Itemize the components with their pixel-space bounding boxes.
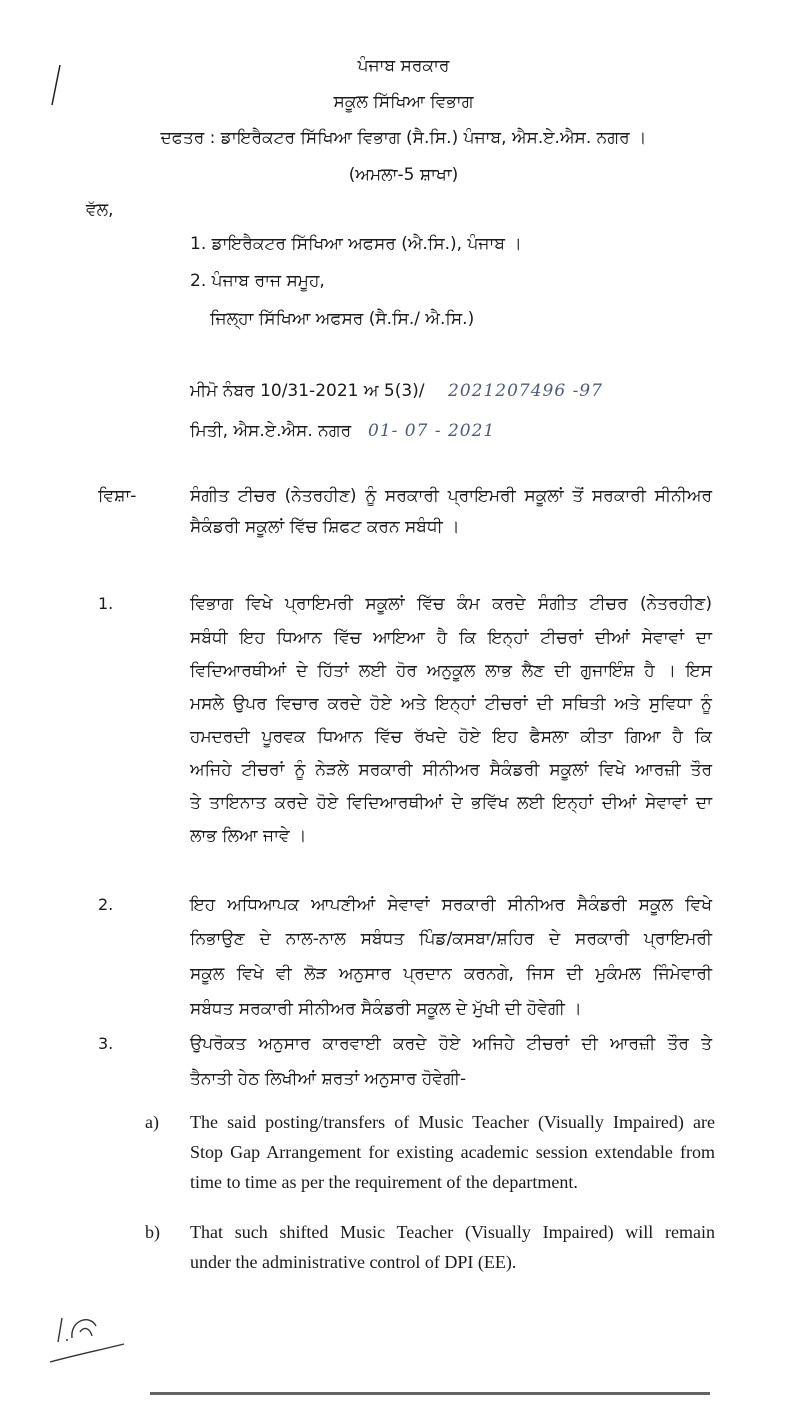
- paragraph-number: 1.: [98, 594, 114, 613]
- condition-line: time to time as per the requirement of the department.: [190, 1172, 578, 1192]
- department-title: ਸਕੂਲ ਸਿੱਖਿਆ ਵਿਭਾਗ: [333, 92, 474, 112]
- paragraph-line: ਹਮਦਰਦੀ ਪੂਰਵਕ ਧਿਆਨ ਵਿੱਚ ਰੱਖਦੇ ਹੋਏ ਇਹ ਫੈਸਲਾ ਕੀਤਾ ਗਿਆ ਹੈ ਕਿ: [190, 727, 712, 747]
- memo-number-handwritten: 2021207496 -97: [448, 381, 603, 401]
- subject-line: ਸੈਕੰਡਰੀ ਸਕੂਲਾਂ ਵਿੱਚ ਸ਼ਿਫਟ ਕਰਨ ਸਬੰਧੀ ।: [190, 517, 460, 537]
- paragraph-line: ਵਿਦਿਆਰਥੀਆਂ ਦੇ ਹਿੱਤਾਂ ਲਈ ਹੋਰ ਅਨੁਕੂਲ ਲਾਭ ਲੈਣ ਦੀ ਗੁਜਾਇੰਸ਼ ਹੈ । ਇਸ: [190, 661, 712, 681]
- initials-signature-icon: [40, 1300, 130, 1370]
- condition-line: under the administrative control of DPI (EE).: [190, 1252, 517, 1272]
- to-label: ਵੱਲ,: [86, 200, 114, 220]
- paragraph-line: ਸਕੂਲ ਵਿਖੇ ਵੀ ਲੋੜ ਅਨੁਸਾਰ ਪ੍ਰਦਾਨ ਕਰਨਗੇ, ਜਿਸ ਦੀ ਮੁਕੰਮਲ ਜਿੰਮੇਵਾਰੀ: [190, 964, 712, 984]
- paragraph-line: ਸਬੰਧੀ ਇਹ ਧਿਆਨ ਵਿੱਚ ਆਇਆ ਹੈ ਕਿ ਇਨ੍ਹਾਂ ਟੀਚਰਾਂ ਦੀਆਂ ਸੇਵਾਵਾਂ ਦਾ: [190, 628, 712, 648]
- subject-line: ਸੰਗੀਤ ਟੀਚਰ (ਨੇਤਰਹੀਣ) ਨੂੰ ਸਰਕਾਰੀ ਪ੍ਰਾਇਮਰੀ ਸਕੂਲਾਂ ਤੋਂ ਸਰਕਾਰੀ ਸੀਨੀਅਰ: [190, 486, 712, 506]
- paragraph-line: ਤੇ ਤਾਇਨਾਤ ਕਰਦੇ ਹੋਏ ਵਿਦਿਆਰਥੀਆਂ ਦੇ ਭਵਿੱਖ ਲਈ ਇਨ੍ਹਾਂ ਦੀਆਂ ਸੇਵਾਵਾਂ ਦਾ: [190, 793, 712, 813]
- scan-edge-line: [150, 1392, 710, 1395]
- memo-number-label: ਮੀਮੋ ਨੰਬਰ 10/31-2021 ਅ 5(3)/: [190, 381, 425, 401]
- paragraph-line: ਤੈਨਾਤੀ ਹੇਠ ਲਿਖੀਆਂ ਸ਼ਰਤਾਂ ਅਨੁਸਾਰ ਹੋਵੇਗੀ-: [190, 1069, 467, 1089]
- recipient-2: 2. ਪੰਜਾਬ ਰਾਜ ਸਮੂਹ,: [190, 271, 325, 291]
- condition-line: Stop Gap Arrangement for existing academic session extendable from: [190, 1142, 715, 1162]
- date-label: ਮਿਤੀ, ਐਸ.ਏ.ਐਸ. ਨਗਰ: [190, 421, 352, 441]
- condition-line: That such shifted Music Teacher (Visually Impaired) will remain: [190, 1222, 715, 1242]
- paragraph-line: ਨਿਭਾਉਣ ਦੇ ਨਾਲ-ਨਾਲ ਸਬੰਧਤ ਪਿੰਡ/ਕਸਬਾ/ਸ਼ਹਿਰ ਦੇ ਸਰਕਾਰੀ ਪ੍ਰਾਇਮਰੀ: [190, 929, 712, 949]
- subject-label: ਵਿਸ਼ਾ-: [98, 486, 137, 506]
- condition-line: The said posting/transfers of Music Teacher (Visually Impaired) are: [190, 1112, 715, 1132]
- condition-label: b): [145, 1222, 160, 1242]
- paragraph-line: ਇਹ ਅਧਿਆਪਕ ਆਪਣੀਆਂ ਸੇਵਾਵਾਂ ਸਰਕਾਰੀ ਸੀਨੀਅਰ ਸੈਕੰਡਰੀ ਸਕੂਲ ਵਿਖੇ: [190, 895, 712, 915]
- paragraph-line: ਲਾਭ ਲਿਆ ਜਾਵੇ ।: [190, 826, 307, 846]
- condition-label: a): [145, 1112, 159, 1132]
- date-handwritten: 01- 07 - 2021: [368, 421, 496, 441]
- recipient-1: 1. ਡਾਇਰੈਕਟਰ ਸਿੱਖਿਆ ਅਫਸਰ (ਐ.ਸਿ.), ਪੰਜਾਬ ।: [190, 234, 522, 254]
- paragraph-number: 2.: [98, 895, 114, 914]
- office-title: ਦਫਤਰ : ਡਾਇਰੈਕਟਰ ਸਿੱਖਿਆ ਵਿਭਾਗ (ਸੈ.ਸਿ.) ਪੰਜਾਬ, ਐਸ.ਏ.ਐਸ. ਨਗਰ ।: [160, 128, 647, 148]
- paragraph-line: ਉਪਰੋਕਤ ਅਨੁਸਾਰ ਕਾਰਵਾਈ ਕਰਦੇ ਹੋਏ ਅਜਿਹੇ ਟੀਚਰਾਂ ਦੀ ਆਰਜ਼ੀ ਤੌਰ ਤੇ: [190, 1034, 712, 1054]
- paragraph-line: ਵਿਭਾਗ ਵਿਖੇ ਪ੍ਰਾਇਮਰੀ ਸਕੂਲਾਂ ਵਿੱਚ ਕੰਮ ਕਰਦੇ ਸੰਗੀਤ ਟੀਚਰ (ਨੇਤਰਹੀਣ): [190, 594, 712, 614]
- government-title: ਪੰਜਾਬ ਸਰਕਾਰ: [357, 56, 450, 76]
- paragraph-line: ਸਬੰਧਤ ਸਰਕਾਰੀ ਸੀਨੀਅਰ ਸੈਕੰਡਰੀ ਸਕੂਲ ਦੇ ਮੁੱਖੀ ਦੀ ਹੋਵੇਗੀ ।: [190, 999, 582, 1019]
- paragraph-line: ਮਸਲੇ ਉਪਰ ਵਿਚਾਰ ਕਰਦੇ ਹੋਏ ਅਤੇ ਇਨ੍ਹਾਂ ਟੀਚਰਾਂ ਦੀ ਸਥਿਤੀ ਅਤੇ ਸੁਵਿਧਾ ਨੂੰ: [190, 694, 712, 714]
- paragraph-line: ਅਜਿਹੇ ਟੀਚਰਾਂ ਨੂੰ ਨੇੜਲੇ ਸਰਕਾਰੀ ਸੀਨੀਅਰ ਸੈਕੰਡਰੀ ਸਕੂਲਾਂ ਵਿਖੇ ਆਰਜ਼ੀ ਤੌਰ: [190, 760, 712, 780]
- recipient-2-detail: ਜਿਲ੍ਹਾ ਸਿੱਖਿਆ ਅਫਸਰ (ਸੈ.ਸਿ./ ਐ.ਸਿ.): [210, 309, 475, 329]
- paragraph-number: 3.: [98, 1034, 114, 1053]
- branch-title: (ਅਮਲਾ-5 ਸ਼ਾਖਾ): [348, 165, 459, 185]
